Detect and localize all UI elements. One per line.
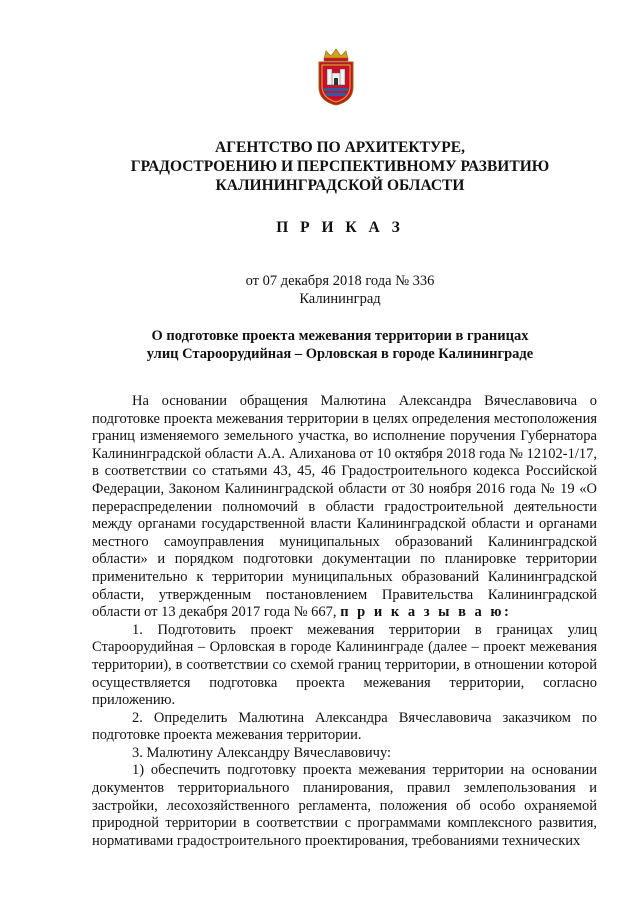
order-item-3-1: 1) обеспечить подготовку проекта межевания территории на основании документов территориального планирования, правил землепользования и застройки, лесохозяйственного регламента, положения об особо охраняемой природной территории в соответствии с программами комплексного развития, нормативами градостроительного проектирования, требованиями технических bbox=[92, 762, 597, 849]
order-date-number: от 07 декабря 2018 года № 336 bbox=[245, 273, 435, 289]
body-intro-paragraph bbox=[92, 393, 597, 622]
order-subject-line2: улиц Староорудийная – Орловская в городе Калининграде bbox=[146, 346, 534, 362]
order-item-2: 2. Определить Малютина Александра Вячеславовича заказчиком по подготовке проекта межевания территории. bbox=[92, 709, 597, 744]
agency-name-line2: ГРАДОСТРОЕНИЮ И ПЕРСПЕКТИВНОМУ РАЗВИТИЮ bbox=[130, 158, 550, 175]
agency-name-line1: АГЕНТСТВО ПО АРХИТЕКТУРЕ, bbox=[215, 139, 465, 156]
body-intro-text: На основании обращения Малютина Александра Вячеславовича о подготовке проекта межевания территории в целях определения местоположения границ изменяемого земельного участка, во исполнение поручения Губернатора Калининградской области А.А. Алиханова от 10 октября 2018 года № 12102-1/17, в соответствии со статьями 43, 45, 46 Градостроительного кодекса Российской Федерации, Законом Калининградской области от 30 ноября 2016 года № 19 «О перераспределении полномочий в области градостроительной деятельности между органами государственной власти Калининградской области и органами местного самоуправления муниципальных образований Калининградской области» и порядком подготовки документации по планировке территории применительно к территории муниципальных образований Калининградской области, утвержденным постановлением Правительства Калининградской области от 13 декабря 2017 года № 667, bbox=[92, 393, 597, 621]
order-item-1: 1. Подготовить проект межевания территории в границах улиц Староорудийная – Орловская в городе Калининграде (далее – проект межевания территории), в соответствии со схемой границ территории, в отношении которой осуществляется подготовка проекта межевания территории, согласно приложению. bbox=[92, 621, 597, 709]
agency-name-line3: КАЛИНИНГРАДСКОЙ ОБЛАСТИ bbox=[215, 177, 465, 194]
document-type-title: П Р И К А З bbox=[276, 219, 404, 236]
kaliningrad-coat-of-arms-icon bbox=[315, 47, 357, 107]
order-body bbox=[92, 393, 597, 850]
order-subject bbox=[110, 327, 570, 363]
order-command-word: п р и к а з ы в а ю: bbox=[340, 604, 512, 621]
agency-name bbox=[60, 138, 620, 195]
order-city: Калининград bbox=[299, 291, 381, 307]
order-subject-line1: О подготовке проекта межевания территории в границах bbox=[151, 328, 529, 344]
order-item-3: 3. Малютину Александру Вячеславовичу: bbox=[132, 744, 392, 761]
